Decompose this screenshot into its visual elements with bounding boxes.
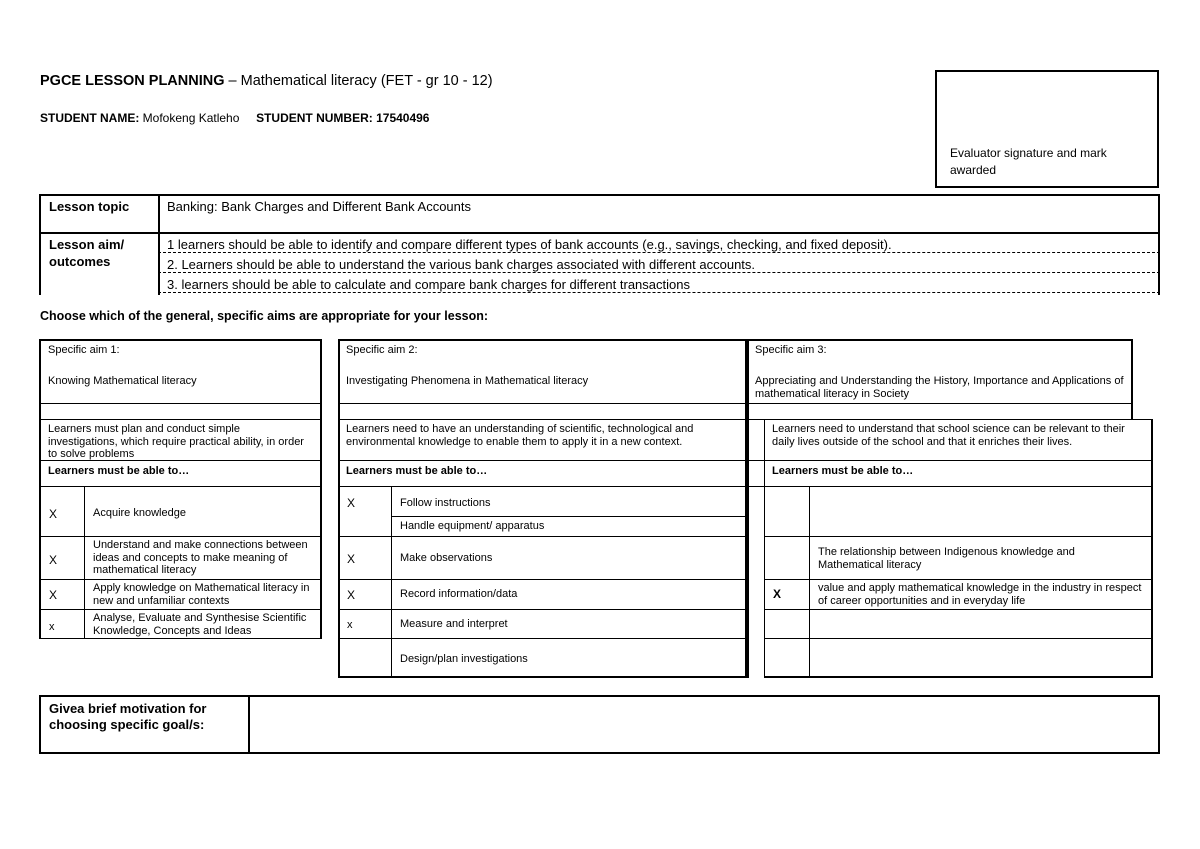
student-name: Mofokeng Katleho — [142, 111, 240, 125]
motivation-field[interactable] — [259, 701, 1149, 746]
outcome-1[interactable]: 1 learners should be able to identify and compare different types of bank accounts (e.g., savings, checking, and fixed deposit). — [167, 237, 892, 252]
evaluator-box[interactable] — [935, 70, 1159, 188]
aim-2-item-2: Handle equipment/ apparatus — [400, 520, 545, 532]
aim-1-description: Learners must plan and conduct simple investigations, which require practical ability, in order to solve problems — [48, 423, 304, 460]
aim-2-mark-5[interactable]: x — [347, 619, 353, 631]
aim-1-name: Knowing Mathematical literacy — [48, 375, 197, 387]
aim-3-item-2: The relationship between Indigenous knowledge and Mathematical literacy — [818, 546, 1075, 571]
choose-aims-heading: Choose which of the general, specific aims are appropriate for your lesson: — [40, 309, 489, 323]
student-number-label: STUDENT NUMBER: — [256, 111, 373, 125]
aim-1-item-4: Analyse, Evaluate and Synthesise Scientific Knowledge, Concepts and Ideas — [93, 612, 307, 637]
aim-3-mark-3[interactable]: X — [773, 587, 782, 601]
aim-1-mark-3[interactable]: X — [49, 588, 58, 602]
aim-2-item-1: Follow instructions — [400, 497, 491, 509]
aim-2-mark-1[interactable]: X — [347, 496, 356, 510]
aim-3-must-label: Learners must be able to… — [772, 465, 914, 477]
aim-2-must-label: Learners must be able to… — [346, 465, 488, 477]
outcome-2[interactable]: 2. Learners should be able to understand the various bank charges associated with different accounts. — [167, 257, 756, 272]
aim-2-mark-3[interactable]: X — [347, 552, 356, 566]
motivation-label: Givea brief motivation for choosing specific goal/s: — [49, 701, 207, 732]
aim-2-item-6: Design/plan investigations — [400, 653, 528, 665]
student-number: 17540496 — [376, 111, 430, 125]
page-title: PGCE LESSON PLANNING – Mathematical literacy (FET - gr 10 - 12) — [40, 73, 493, 89]
aim-1-mark-1[interactable]: X — [49, 507, 58, 521]
motivation-table — [39, 695, 1160, 754]
aim-2-table — [338, 339, 747, 678]
lesson-aim-label: Lesson aim/ outcomes — [49, 237, 125, 269]
lesson-topic-label: Lesson topic — [49, 199, 130, 214]
aim-1-mark-4[interactable]: x — [49, 621, 55, 633]
aim-3-item-3: value and apply mathematical knowledge in the industry in respect of career opportunities and in everyday life — [818, 582, 1142, 607]
aim-1-item-2: Understand and make connections between ideas and concepts to make meaning of mathematical literacy — [93, 539, 308, 576]
aim-3-name: Appreciating and Understanding the History, Importance and Applications of mathematical literacy in Society — [755, 375, 1124, 400]
evaluator-label: Evaluator signature and mark awarded — [950, 146, 1107, 177]
aim-2-item-4: Record information/data — [400, 588, 518, 600]
aim-3-heading: Specific aim 3: — [755, 344, 827, 356]
aim-1-item-1: Acquire knowledge — [93, 507, 186, 519]
aim-3-description: Learners need to understand that school science can be relevant to their daily lives outside of the school and that it enriches their lives. — [772, 423, 1125, 448]
aim-2-mark-4[interactable]: X — [347, 588, 356, 602]
aim-1-table — [39, 339, 321, 639]
aim-2-item-5: Measure and interpret — [400, 618, 508, 630]
outcome-3[interactable]: 3. learners should be able to calculate and compare bank charges for different transactions — [167, 277, 690, 292]
student-info — [40, 111, 429, 125]
lesson-topic-value[interactable]: Banking: Bank Charges and Different Bank Accounts — [167, 199, 472, 214]
aim-1-must-label: Learners must be able to… — [48, 465, 190, 477]
aim-1-item-3: Apply knowledge on Mathematical literacy in new and unfamiliar contexts — [93, 582, 310, 607]
aim-3-table — [747, 339, 1153, 678]
lesson-table — [39, 194, 1160, 295]
aim-2-description: Learners need to have an understanding of scientific, technological and environmental knowledge to enable them to apply it in a new context. — [346, 423, 694, 448]
aim-2-item-3: Make observations — [400, 552, 493, 564]
student-name-label: STUDENT NAME: — [40, 111, 140, 125]
aim-1-heading: Specific aim 1: — [48, 344, 120, 356]
aim-2-heading: Specific aim 2: — [346, 344, 418, 356]
aim-1-mark-2[interactable]: X — [49, 553, 58, 567]
aim-2-name: Investigating Phenomena in Mathematical literacy — [346, 375, 589, 387]
